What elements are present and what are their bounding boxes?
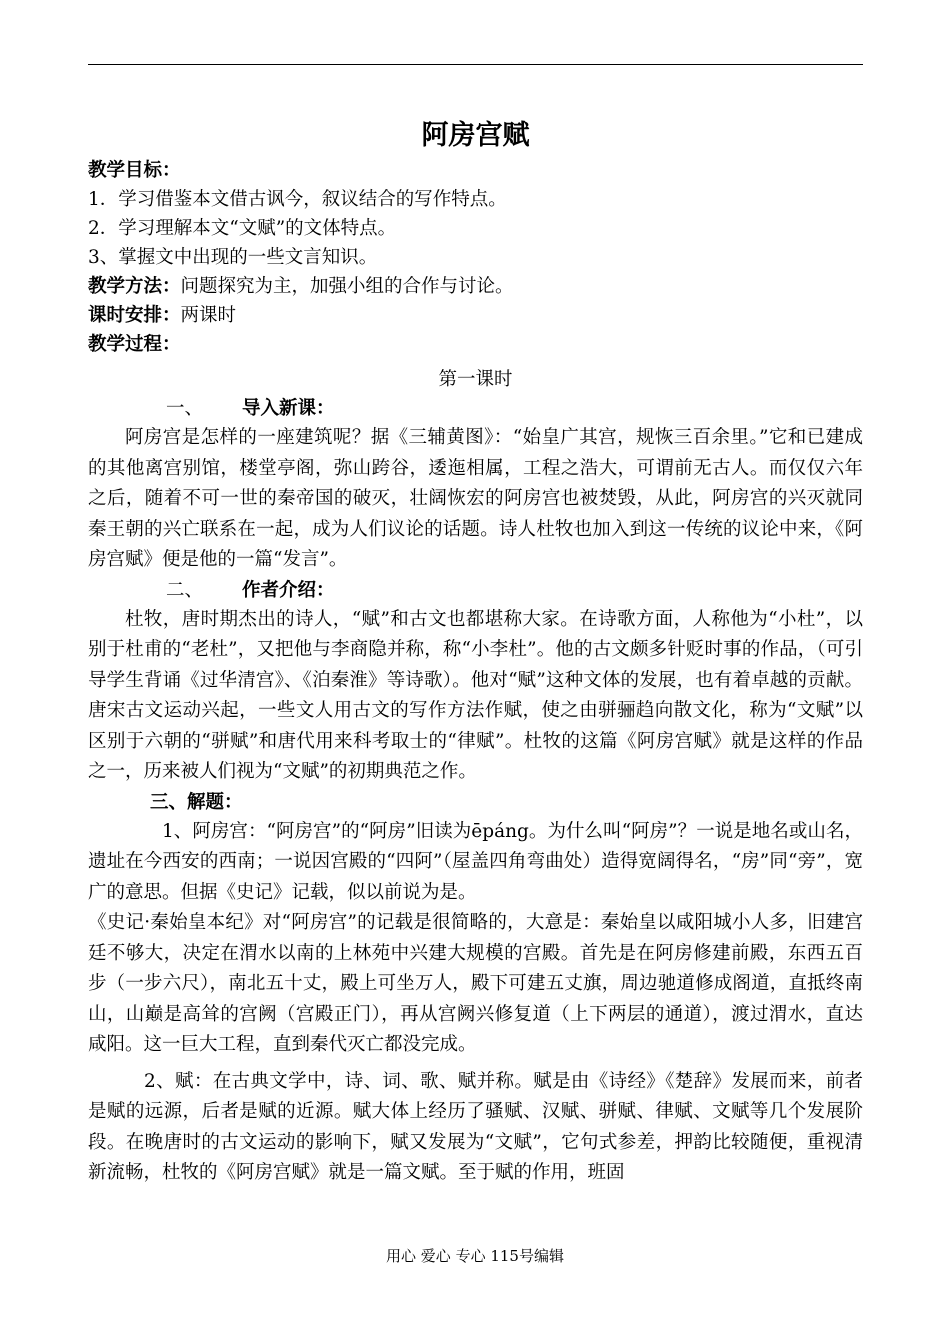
section3-paragraph-1: 1、阿房宫：“阿房宫”的“阿房”旧读为ēpáng。为什么叫“阿房”？一说是地名或山名，遗址在今西安的西南；一说因宫殿的“四阿”（屋盖四角弯曲处）造得宽阔得名，“房”同“旁”，宽广的意思。但据《史记》记载，似以前说为是。 — [88, 820, 863, 903]
section2-heading — [166, 576, 863, 605]
lesson-heading: 第一课时 — [438, 369, 513, 390]
document-body — [88, 96, 863, 1189]
section2-number: 二、 — [166, 579, 204, 601]
section1-heading — [166, 394, 863, 423]
method-label: 教学方法： — [88, 276, 181, 297]
document-title: 阿房宫赋 — [421, 120, 530, 151]
section1-number: 一、 — [166, 398, 204, 419]
method-line — [88, 272, 863, 301]
schedule-line — [88, 301, 863, 330]
schedule-text: 两课时 — [180, 305, 237, 326]
section1-title: 导入新课： — [242, 398, 335, 419]
section3-heading: 三、解题： — [150, 791, 243, 813]
schedule-label: 课时安排： — [88, 305, 181, 326]
objectives-label: 教学目标： — [88, 160, 181, 181]
process-label: 教学过程： — [88, 334, 181, 355]
objective-item-3: 3、掌握文中出现的一些文言知识。 — [88, 247, 378, 268]
section2-body: 杜牧，唐时期杰出的诗人，“赋”和古文也都堪称大家。在诗歌方面，人称他为“小杜”，以别于杜甫的“老杜”，又把他与李商隐并称，称“小李杜”。他的古文颇多针贬时事的作品，（可引导学生背诵《过华清宫》、《泊秦淮》等诗歌）。他对“赋”这种文体的发展，也有着卓越的贡献。唐宋古文运动兴起，一些文人用古文的写作方法作赋，使之由骈骊趋向散文化，称为“文赋”以区别于六朝的“骈赋”和唐代用来科考取士的“律赋”。杜牧的这篇《阿房宫赋》就是这样的作品之一，历来被人们视为“文赋”的初期典范之作。 — [88, 608, 863, 782]
page-footer: 用心 爱心 专心 115号编辑 — [386, 1247, 564, 1265]
section3-paragraph-3: 2、赋：在古典文学中，诗、词、歌、赋并称。赋是由《诗经》《楚辞》发展而来，前者是赋的远源，后者是赋的近源。赋大体上经历了骚赋、汉赋、骈赋、律赋、文赋等几个发展阶段。在晚唐时的古文运动的影响下，赋又发展为“文赋”，它句式参差，押韵比较随便，重视清新流畅，杜牧的《阿房宫赋》就是一篇文赋。至于赋的作用，班固 — [88, 1070, 863, 1183]
section1-body: 阿房宫是怎样的一座建筑呢？据《三辅黄图》：“始皇广其宫，规恢三百余里。”它和已建成的其他离宫别馆，楼堂亭阁，弥山跨谷，逶迤相属，工程之浩大，可谓前无古人。而仅仅六年之后，随着不可一世的秦帝国的破灭，壮阔恢宏的阿房宫也被焚毁，从此，阿房宫的兴灭就同秦王朝的兴亡联系在一起，成为人们议论的话题。诗人杜牧也加入到这一传统的议论中来，《阿房宫赋》便是他的一篇“发言”。 — [88, 427, 863, 570]
method-text: 问题探究为主，加强小组的合作与讨论。 — [180, 276, 514, 297]
objective-item-2: 2．学习理解本文“文赋”的文体特点。 — [88, 218, 397, 239]
header-rule — [88, 64, 863, 65]
section3-paragraph-2: 《史记·秦始皇本纪》对“阿房宫”的记载是很简略的，大意是：秦始皇以咸阳城小人多，旧建宫廷不够大，决定在渭水以南的上林苑中兴建大规模的宫殿。首先是在阿房修建前殿，东西五百步（一步六尺），南北五十丈，殿上可坐万人，殿下可建五丈旗，周边驰道修成阁道，直抵终南山，山巅是高耸的宫阙（宫殿正门），再从宫阙兴修复道（上下两层的通道），渡过渭水，直达咸阳。这一巨大工程，直到秦代灭亡都没完成。 — [88, 912, 863, 1055]
objective-item-1: 1．学习借鉴本文借古讽今，叙议结合的写作特点。 — [88, 189, 507, 210]
section2-title: 作者介绍： — [242, 579, 335, 601]
